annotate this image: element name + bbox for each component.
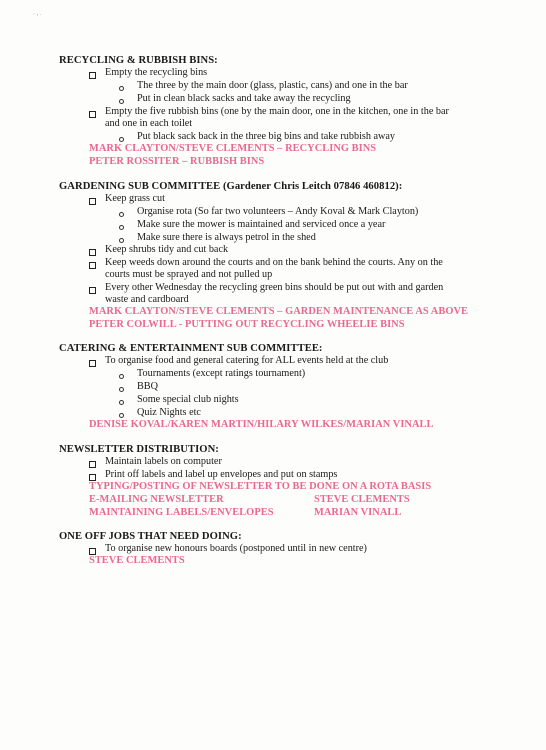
list-item: Organise rota (So far two volunteers – Andy Koval & Mark Clayton) [137,206,419,217]
assignee-line: TYPING/POSTING OF NEWSLETTER TO BE DONE ON A ROTA BASIS [89,481,432,492]
bullet-circle-icon [119,374,124,379]
list-item: Put black sack back in the three big bins and take rubbish away [137,131,396,142]
list-item: Maintain labels on computer [105,456,222,467]
bullet-square-icon [89,287,96,294]
list-item-continuation: waste and cardboard [105,294,189,305]
assignee-line: STEVE CLEMENTS [89,555,185,566]
bullet-circle-icon [119,413,124,418]
list-item: Make sure there is always petrol in the shed [137,232,316,243]
bullet-circle-icon [119,238,124,243]
assignee-task: MAINTAINING LABELS/ENVELOPES [89,507,274,518]
bullet-circle-icon [119,387,124,392]
list-item: Keep shrubs tidy and cut back [105,244,229,255]
bullet-circle-icon [119,400,124,405]
list-item: Put in clean black sacks and take away the recycling [137,93,351,104]
assignee-line: MARK CLAYTON/STEVE CLEMENTS – GARDEN MAINTENANCE AS ABOVE [89,306,468,317]
bullet-square-icon [89,249,96,256]
assignee-name: MARIAN VINALL [314,507,402,518]
list-item: Empty the recycling bins [105,67,208,78]
bullet-circle-icon [119,225,124,230]
list-item-continuation: and one in each toilet [105,118,193,129]
bullet-circle-icon [119,99,124,104]
list-item: Make sure the mower is maintained and serviced once a year [137,219,386,230]
bullet-square-icon [89,461,96,468]
list-item: Keep weeds down around the courts and on the bank behind the courts. Any on the [105,257,443,268]
list-item: Some special club nights [137,394,239,405]
assignee-line: PETER ROSSITER – RUBBISH BINS [89,156,265,167]
punch-hole-mark [0,262,9,276]
assignee-line: DENISE KOVAL/KAREN MARTIN/HILARY WILKES/MARIAN VINALL [89,419,434,430]
bullet-circle-icon [119,86,124,91]
punch-hole-mark [0,470,9,484]
list-item: Tournaments (except ratings tournament) [137,368,306,379]
list-item: To organise food and general catering for ALL events held at the club [105,355,389,366]
bullet-circle-icon [119,137,124,142]
assignee-task: E-MAILING NEWSLETTER [89,494,224,505]
bullet-square-icon [89,360,96,367]
section-heading: GARDENING SUB COMMITTEE (Gardener Chris Leitch 07846 460812): [59,181,403,192]
list-item: Keep grass cut [105,193,165,204]
assignee-line: MARK CLAYTON/STEVE CLEMENTS – RECYCLING BINS [89,143,377,154]
bullet-square-icon [89,474,96,481]
list-item: Quiz Nights etc [137,407,201,418]
bullet-square-icon [89,198,96,205]
bullet-square-icon [89,72,96,79]
bullet-circle-icon [119,212,124,217]
list-item: Every other Wednesday the recycling green bins should be put out with and garden [105,282,444,293]
list-item: Empty the five rubbish bins (one by the main door, one in the kitchen, one in the bar [105,106,449,117]
bullet-square-icon [89,548,96,555]
section-heading: RECYCLING & RUBBISH BINS: [59,55,218,66]
list-item: The three by the main door (glass, plastic, cans) and one in the bar [137,80,408,91]
corner-mark: ´ ’ ˙ [33,14,42,20]
list-item: BBQ [137,381,158,392]
section-heading: ONE OFF JOBS THAT NEED DOING: [59,531,242,542]
list-item: Print off labels and label up envelopes and put on stamps [105,469,338,480]
bullet-square-icon [89,262,96,269]
section-heading: NEWSLETTER DISTRIBUTION: [59,444,219,455]
assignee-line: PETER COLWILL - PUTTING OUT RECYCLING WHEELIE BINS [89,319,405,330]
list-item-continuation: courts must be sprayed and not pulled up [105,269,273,280]
section-heading: CATERING & ENTERTAINMENT SUB COMMITTEE: [59,343,323,354]
list-item: To organise new honours boards (postponed until in new centre) [105,543,367,554]
bullet-square-icon [89,111,96,118]
assignee-name: STEVE CLEMENTS [314,494,410,505]
